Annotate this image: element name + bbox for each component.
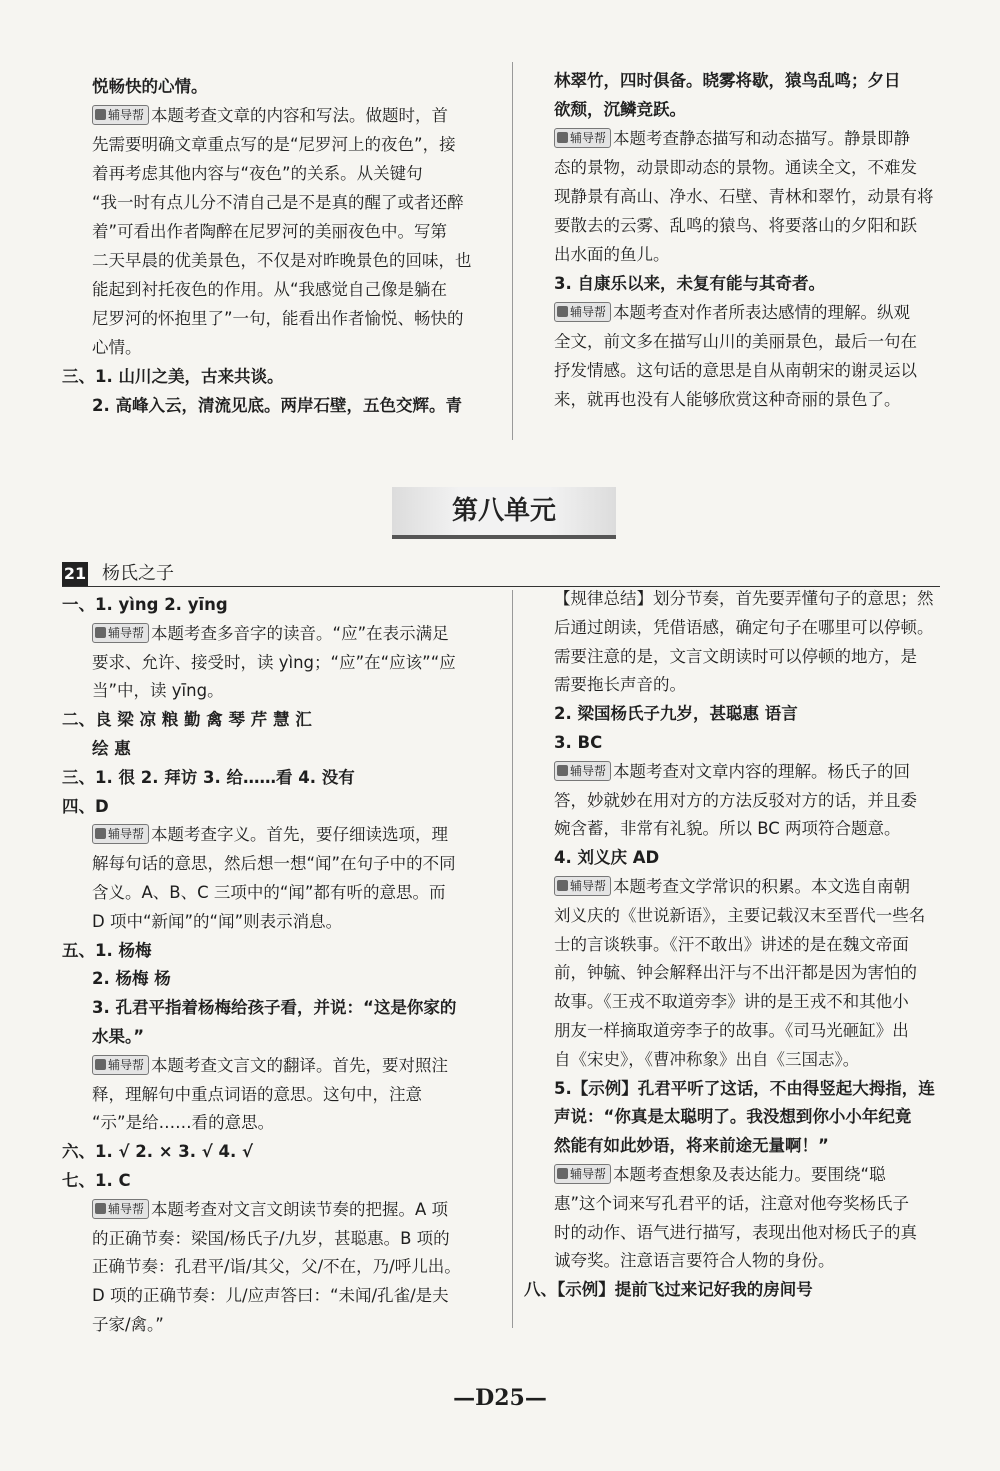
helper-badge-label: 辅导帮 — [570, 131, 607, 145]
text-line — [524, 700, 964, 729]
text-line-content: 然能有如此妙语，将来前途无量啊！” — [554, 1136, 829, 1156]
text-line-content: 5.【示例】孔君平听了这话，不由得竖起大拇指，连 — [554, 1078, 935, 1098]
helper-badge-label: 辅导帮 — [570, 305, 607, 319]
text-line — [524, 671, 964, 700]
text-line-content: 3. 自康乐以来，未复有能与其奇者。 — [554, 274, 825, 293]
text-line — [62, 764, 502, 793]
text-line — [524, 269, 964, 298]
text-line — [524, 873, 964, 902]
text-line-content: 当”中，读 yīng。 — [92, 681, 224, 701]
text-line — [62, 333, 502, 362]
helper-icon — [557, 132, 568, 143]
text-line — [62, 879, 502, 908]
text-line-content: 抒发情感。这句话的意思是自从南朝宋的谢灵运以 — [554, 361, 917, 380]
text-line-content: 3. BC — [554, 732, 603, 752]
helper-badge — [554, 876, 611, 896]
text-line-content: 态的景物，动景即动态的景物。通读全文，不难发 — [554, 158, 917, 177]
text-line — [524, 211, 964, 240]
helper-badge-label: 辅导帮 — [108, 1201, 145, 1216]
text-line — [62, 908, 502, 937]
text-line — [524, 1161, 964, 1190]
text-line — [62, 994, 502, 1023]
text-line-content: 婉含蓄，非常有礼貌。所以 BC 两项符合题意。 — [554, 819, 901, 839]
column-divider-top — [512, 62, 513, 440]
text-line-content: 先需要明确文章重点写的是“尼罗河上的夜色”，接 — [92, 135, 456, 154]
text-line — [524, 1046, 964, 1075]
text-line-content: 2. 高峰入云，清流见底。两岸石壁，五色交辉。青 — [92, 396, 462, 415]
lesson-number: 21 — [62, 562, 88, 586]
text-line — [524, 931, 964, 960]
text-line-content: 需要注意的是，文言文朗读时可以停顿的地方，是 — [554, 646, 917, 666]
text-line — [524, 758, 964, 787]
text-line-content: 七、1. C — [62, 1170, 131, 1190]
text-line-content: 全文，前文多在描写山川的美丽景色，最后一句在 — [554, 332, 917, 351]
text-line-content: 含义。A、B、C 三项中的“闻”都有听的意思。而 — [92, 882, 446, 902]
text-line-content: 后通过朗读，凭借语感，确定句子在哪里可以停顿。 — [554, 617, 934, 637]
column-top-left — [62, 72, 502, 420]
text-line-content: D 项中“新闻”的“闻”则表示消息。 — [92, 911, 343, 931]
text-line — [62, 362, 502, 391]
text-line-content: 现静景有高山、净水、石壁、青林和翠竹，动景有将 — [554, 187, 934, 206]
text-line-content: 来，就再也没有人能够欣赏这种奇丽的景色了。 — [554, 390, 901, 409]
text-line — [62, 1138, 502, 1167]
text-line — [62, 72, 502, 101]
text-line-content: 本题考查文章的内容和写法。做题时，首 — [151, 106, 449, 125]
text-line-content: 本题考查对文章内容的理解。杨氏子的回 — [613, 761, 911, 781]
text-line-content: “我一时有点儿分不清自己是不是真的醒了或者还醉 — [92, 193, 464, 212]
text-line-content: D 项的正确节奏：儿/应声答曰：“未闻/孔雀/是夫 — [92, 1286, 449, 1306]
helper-badge — [554, 1164, 611, 1184]
text-line-content: 4. 刘义庆 AD — [554, 848, 660, 868]
text-line-content: 本题考查想象及表达能力。要围绕“聪 — [613, 1164, 886, 1184]
helper-icon — [557, 880, 568, 891]
helper-badge — [554, 302, 611, 322]
helper-badge — [92, 1055, 149, 1075]
text-line — [524, 1276, 964, 1305]
text-line-content: 一、1. yìng 2. yīng — [62, 595, 228, 614]
text-line — [524, 124, 964, 153]
text-line — [524, 240, 964, 269]
text-line-content: 二、良 梁 凉 粮 勤 禽 琴 芹 慧 汇 — [62, 710, 312, 730]
text-line — [524, 95, 964, 124]
text-line-content: 自《宋史》，《曹冲称象》出自《三国志》。 — [554, 1049, 860, 1069]
text-line — [524, 1219, 964, 1248]
text-line — [524, 787, 964, 816]
text-line — [62, 620, 502, 649]
text-line — [524, 182, 964, 211]
text-line-content: 尼罗河的怀抱里了”一句，能看出作者愉悦、畅快的 — [92, 309, 464, 328]
column-bottom-right — [524, 585, 964, 1305]
text-line — [62, 850, 502, 879]
text-line-content: 水果。” — [92, 1026, 145, 1046]
text-line — [524, 1247, 964, 1276]
text-line-content: 本题考查对文言文朗读节奏的把握。A 项 — [151, 1199, 449, 1219]
text-line-content: 【规律总结】划分节奏，首先要弄懂句子的意思；然 — [554, 589, 934, 608]
text-line-content: 要求、允许、接受时，读 yìng；“应”在“应该”“应 — [92, 652, 456, 672]
text-line — [62, 188, 502, 217]
text-line-content: 本题考查多音字的读音。“应”在表示满足 — [151, 623, 449, 643]
text-line-content: 本题考查文学常识的积累。本文选自南朝 — [613, 876, 911, 896]
text-line-content: 声说：“你真是太聪明了。我没想到你小小年纪竟 — [554, 1107, 912, 1127]
helper-badge-label: 辅导帮 — [108, 1057, 145, 1072]
text-line — [524, 327, 964, 356]
text-line-content: 惠”这个词来写孔君平的话，注意对他夸奖杨氏子 — [554, 1193, 910, 1213]
text-line-content: 释，理解句中重点词语的意思。这句中，注意 — [92, 1084, 422, 1104]
text-line-content: 三、1. 山川之美，古来共谈。 — [62, 367, 284, 386]
helper-icon — [557, 306, 568, 317]
text-line — [62, 1023, 502, 1052]
text-line-content: 绘 惠 — [92, 738, 131, 758]
text-line — [62, 1282, 502, 1311]
helper-icon — [95, 1203, 106, 1214]
text-line — [524, 844, 964, 873]
text-line — [524, 729, 964, 758]
helper-badge-label: 辅导帮 — [570, 763, 607, 778]
text-line-content: 出水面的鱼儿。 — [554, 245, 670, 264]
text-line-content: 本题考查静态描写和动态描写。静景即静 — [613, 129, 911, 148]
text-line-content: 能起到衬托夜色的作用。从“我感觉自己像是躺在 — [92, 280, 448, 299]
text-line-content: 四、D — [62, 796, 109, 816]
text-line-content: 朋友一样摘取道旁李子的故事。《司马光砸缸》出 — [554, 1020, 909, 1040]
text-line — [62, 649, 502, 678]
text-line-content: 林翠竹，四时俱备。晓雾将歇，猿鸟乱鸣；夕日 — [554, 71, 901, 90]
text-line-content: 着”可看出作者陶醉在尼罗河的美丽夜色中。写第 — [92, 222, 448, 241]
column-top-right — [524, 66, 964, 414]
helper-icon — [95, 1059, 106, 1070]
lesson-title: 杨氏之子 — [102, 563, 174, 584]
text-line-content: 欲颓，沉鳞竞跃。 — [554, 100, 686, 119]
text-line-content: 时的动作、语气进行描写，表现出他对杨氏子的真 — [554, 1222, 917, 1242]
text-line-content: 悦畅快的心情。 — [92, 77, 208, 96]
text-line — [524, 298, 964, 327]
text-line — [524, 959, 964, 988]
text-line-content: 故事。《王戎不取道旁李》讲的是王戎不和其他小 — [554, 992, 909, 1012]
text-line — [62, 159, 502, 188]
text-line — [62, 1052, 502, 1081]
text-line — [524, 1017, 964, 1046]
text-line — [62, 1167, 502, 1196]
helper-icon — [95, 109, 106, 120]
text-line — [62, 1311, 502, 1340]
helper-badge — [554, 128, 611, 148]
column-bottom-left — [62, 591, 502, 1340]
text-line — [62, 1081, 502, 1110]
text-line — [524, 66, 964, 95]
text-line-content: 六、1. √ 2. × 3. √ 4. √ — [62, 1142, 254, 1162]
text-line-content: 需要拖长声音的。 — [554, 675, 686, 695]
text-line-content: 子家/禽。” — [92, 1314, 164, 1334]
text-line-content: 3. 孔君平指着杨梅给孩子看，并说：“这是你家的 — [92, 998, 457, 1018]
text-line — [524, 614, 964, 643]
text-line — [524, 988, 964, 1017]
text-line-content: 二天早晨的优美景色，不仅是对昨晚景色的回味，也 — [92, 251, 472, 270]
text-line — [62, 965, 502, 994]
text-line-content: 前，钟毓、钟会解释出汗与不出汗都是因为害怕的 — [554, 963, 917, 983]
helper-badge — [92, 623, 149, 643]
text-line — [524, 153, 964, 182]
text-line — [524, 356, 964, 385]
text-line — [524, 902, 964, 931]
text-line — [62, 101, 502, 130]
helper-badge-label: 辅导帮 — [108, 108, 145, 122]
text-line — [62, 1196, 502, 1225]
text-line — [524, 1190, 964, 1219]
text-line-content: 三、1. 很 2. 拜访 3. 给……看 4. 没有 — [62, 767, 355, 787]
text-line-content: 诚夸奖。注意语言要符合人物的身份。 — [554, 1251, 835, 1271]
text-line-content: 五、1. 杨梅 — [62, 940, 152, 960]
text-line — [62, 677, 502, 706]
text-line-content: 解每句话的意思，然后想一想“闻”在句子中的不同 — [92, 854, 456, 874]
column-divider-bottom — [512, 590, 513, 1328]
text-line-content: 答，妙就妙在用对方的方法反驳对方的话，并且委 — [554, 790, 917, 810]
text-line-content: 正确节奏：孔君平/诣/其父，父/不在，乃/呼儿出。 — [92, 1257, 461, 1277]
lesson-header — [62, 562, 940, 587]
text-line-content: 2. 梁国杨氏子九岁，甚聪惠 语言 — [554, 704, 798, 724]
text-line — [62, 821, 502, 850]
helper-badge-label: 辅导帮 — [570, 878, 607, 893]
text-line — [524, 1132, 964, 1161]
text-line — [62, 275, 502, 304]
helper-badge-label: 辅导帮 — [108, 827, 145, 842]
helper-badge — [92, 824, 149, 844]
text-line — [62, 937, 502, 966]
text-line-content: 本题考查字义。首先，要仔细读选项，理 — [151, 825, 449, 845]
text-line-content: 本题考查文言文的翻译。首先，要对照注 — [151, 1055, 449, 1075]
helper-badge — [554, 761, 611, 781]
text-line — [62, 1253, 502, 1282]
text-line-content: 的正确节奏：梁国/杨氏子/九岁，甚聪惠。B 项的 — [92, 1228, 450, 1248]
text-line — [62, 217, 502, 246]
helper-badge-label: 辅导帮 — [570, 1166, 607, 1181]
helper-icon — [95, 828, 106, 839]
text-line-content: 要散去的云雾、乱鸣的猿鸟、将要落山的夕阳和跃 — [554, 216, 917, 235]
text-line-content: 心情。 — [92, 338, 142, 357]
text-line — [62, 706, 502, 735]
unit-title: 第八单元 — [392, 487, 616, 539]
text-line-content: 着再考虑其他内容与“夜色”的关系。从关键句 — [92, 164, 423, 183]
page-number: —D25— — [453, 1385, 547, 1411]
text-line — [62, 304, 502, 333]
text-line — [524, 1075, 964, 1104]
text-line — [62, 1109, 502, 1138]
helper-badge — [92, 1199, 149, 1219]
text-line — [524, 1103, 964, 1132]
text-line — [524, 385, 964, 414]
text-line-content: 本题考查对作者所表达感情的理解。纵观 — [613, 303, 911, 322]
text-line-content: “示”是给……看的意思。 — [92, 1113, 275, 1133]
text-line-content: 八、【示例】提前飞过来记好我的房间号 — [524, 1280, 813, 1300]
text-line-content: 刘义庆的《世说新语》，主要记载汉末至晋代一些名 — [554, 905, 926, 925]
helper-icon — [557, 765, 568, 776]
text-line — [524, 585, 964, 614]
helper-badge — [92, 105, 149, 125]
text-line — [62, 735, 502, 764]
text-line — [62, 591, 502, 620]
text-line — [62, 391, 502, 420]
text-line — [524, 815, 964, 844]
text-line — [62, 246, 502, 275]
text-line — [524, 643, 964, 672]
text-line — [62, 1225, 502, 1254]
text-line — [62, 130, 502, 159]
text-line-content: 士的言谈轶事。《汗不敢出》讲述的是在魏文帝面 — [554, 934, 909, 954]
helper-icon — [557, 1168, 568, 1179]
text-line — [62, 793, 502, 822]
helper-badge-label: 辅导帮 — [108, 625, 145, 640]
helper-icon — [95, 627, 106, 638]
text-line-content: 2. 杨梅 杨 — [92, 969, 171, 989]
